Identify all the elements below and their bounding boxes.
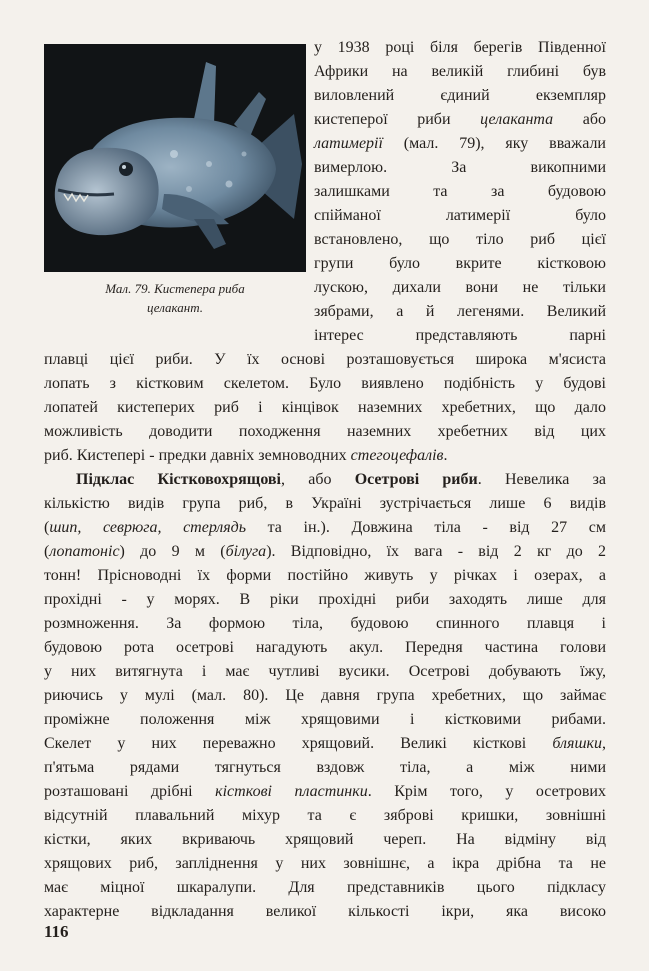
text-line [44, 492, 606, 516]
text-line [314, 276, 606, 300]
text-run: , або [281, 471, 355, 488]
text-run: ( [44, 519, 50, 536]
text-line [44, 636, 606, 660]
text-line [44, 564, 606, 588]
text-run: . Крім того, у осетрових [367, 783, 606, 800]
text-line [44, 516, 606, 540]
text-run: прохідні - у морях. В ріки прохідні риби заходять лише для [44, 591, 606, 608]
italic-term: целаканта [480, 111, 554, 128]
text-line [314, 324, 606, 348]
text-line [314, 84, 606, 108]
text-run: відсутній плавальний міхур та є зяброві кришки, зовнішні [44, 807, 606, 824]
text-run: розмноження. За формою тіла, будовою спинного плавця і [44, 615, 606, 632]
text-run: характерне відкладання великої кількості ікри, яка високо [44, 903, 606, 920]
text-run: (мал. 79), яку вважали [382, 135, 606, 152]
text-run: лускою, дихали вони не тільки [314, 279, 606, 296]
text-run: спійманої латимерії було [314, 207, 606, 224]
text-run: розташовані дрібні [44, 783, 216, 800]
text-run: кістки, яких вкриваючь хрящовий череп. На відміну від [44, 831, 606, 848]
text-run: зябрами, а й легенями. Великий [314, 303, 606, 320]
text-run: встановлено, що тіло риб цієї [314, 231, 606, 248]
text-run: Скелет у них переважно хрящовий. Великі кісткові [44, 735, 553, 752]
text-run: Африки на великій глибині був [314, 63, 606, 80]
text-line [314, 60, 606, 84]
text-line [314, 36, 606, 60]
text-run: . Невелика за [477, 471, 606, 488]
text-line [44, 420, 606, 444]
italic-term: шип, севрюга, стерлядь [49, 519, 247, 536]
text-line [314, 300, 606, 324]
text-line [44, 828, 606, 852]
text-line [314, 228, 606, 252]
text-line [44, 540, 606, 564]
text-line [314, 132, 606, 156]
text-line [44, 612, 606, 636]
italic-term: бляшки [552, 735, 602, 752]
text-run: риб. Кистепері - предки давніх земноводних [44, 447, 351, 464]
text-run: лопать з кістковим скелетом. Було виявлено подібність у будові [44, 375, 606, 392]
text-run: . [443, 447, 448, 464]
text-run: хрящових риб, запліднення у них зовнішнє, а ікра дрібна та не [44, 855, 606, 872]
text-line [44, 588, 606, 612]
figure-caption [44, 279, 306, 317]
text-line [44, 732, 606, 756]
text-run: , [602, 735, 606, 752]
text-run: у 1938 році біля берегів Південної [314, 39, 606, 56]
text-line [44, 660, 606, 684]
coelacanth-figure [44, 44, 306, 272]
figure-caption-line-2: целакант. [146, 300, 204, 315]
text-run: можливість доводити походження наземних хребетних від цих [44, 423, 606, 440]
text-run: та ін.). Довжина тіла - від 27 см [246, 519, 606, 536]
text-line [44, 348, 606, 372]
text-line [314, 180, 606, 204]
text-line [44, 804, 606, 828]
page-number: 116 [44, 922, 69, 941]
text-line [44, 396, 606, 420]
text-line [44, 900, 606, 924]
text-run: кількістю видів група риб, в Україні зустрічається лише 6 видів [44, 495, 606, 512]
text-line [44, 708, 606, 732]
text-line [44, 756, 606, 780]
text-run: лопатей кистеперих риб і кінцівок наземних хребетних, що дало [44, 399, 606, 416]
text-run: ) до 9 м ( [119, 543, 226, 560]
text-run: тонн! Прісноводні їх форми постійно живуть у річках і озерах, а [44, 567, 606, 584]
text-line [314, 252, 606, 276]
text-run: групи було вкрите кістковою [314, 255, 606, 272]
text-line [44, 876, 606, 900]
text-line [44, 684, 606, 708]
text-run: риючись у мулі (мал. 80). Це давня група хребетних, що займає [44, 687, 606, 704]
bold-term: Підклас Кістковохрящові [76, 471, 281, 488]
text-run: залишками та за будовою [314, 183, 606, 200]
text-run: будовою рота осетрові нагадують акул. Передня частина голови [44, 639, 606, 656]
italic-term: кісткові пластинки [215, 783, 368, 800]
italic-term: латимерії [314, 135, 383, 152]
coelacanth-image [44, 44, 306, 272]
text-run: проміжне положення між хрящовими і кістковими рибами. [44, 711, 606, 728]
italic-term: білуга [225, 543, 267, 560]
bold-term: Осетрові риби [354, 471, 478, 488]
text-run: інтерес представляють парні [314, 327, 606, 344]
text-line [314, 204, 606, 228]
text-run: або [553, 111, 606, 128]
figure-caption-line-1: Мал. 79. Кистепера риба [105, 281, 245, 296]
text-run: виловлений єдиний екземпляр [314, 87, 606, 104]
text-run: вимерлою. За викопними [314, 159, 606, 176]
text-line [314, 108, 606, 132]
text-line [76, 468, 606, 492]
italic-term: лопатоніс [49, 543, 120, 560]
text-line [44, 852, 606, 876]
text-line [44, 444, 606, 468]
text-line [44, 372, 606, 396]
text-run: ( [44, 543, 50, 560]
italic-term: стегоцефалів [350, 447, 444, 464]
text-line [314, 156, 606, 180]
text-run: ). Відповідно, їх вага - від 2 кг до 2 [266, 543, 607, 560]
text-run: п'ятьма рядами тягнуться вздовж тіла, а між ними [44, 759, 606, 776]
text-run: плавці цієї риби. У їх основі розташовується широка м'ясиста [44, 351, 606, 368]
text-line [44, 780, 606, 804]
text-run: кистеперої риби [314, 111, 481, 128]
text-run: у них витягнута і має чутливі вусики. Осетрові добувають їжу, [44, 663, 606, 680]
text-run: має міцної шкаралупи. Для представників цього підкласу [44, 879, 606, 896]
